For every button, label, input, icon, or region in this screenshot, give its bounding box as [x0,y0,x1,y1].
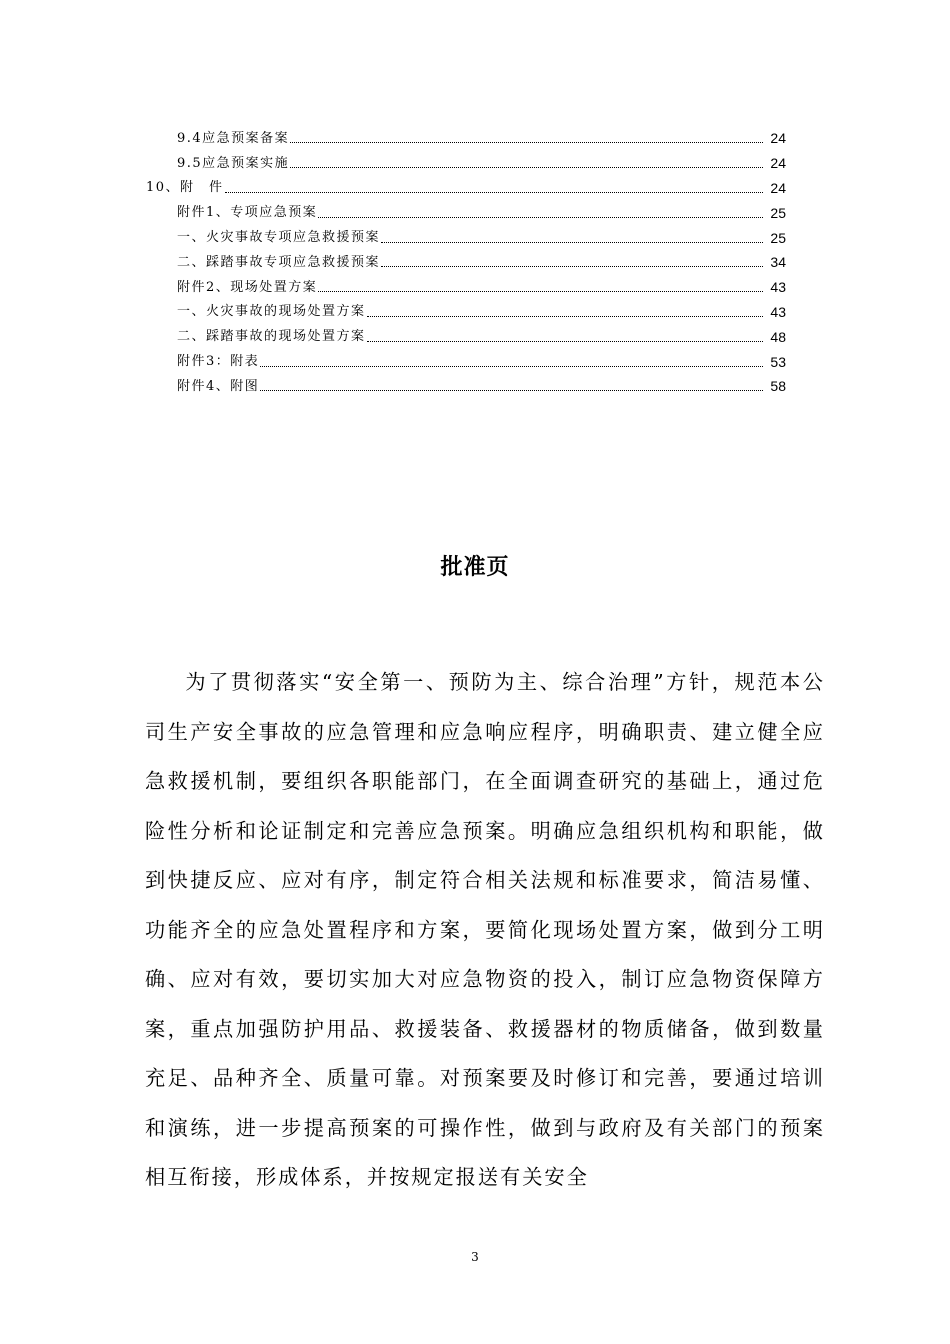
toc-entry[interactable] [0,275,786,300]
toc-entry[interactable] [0,151,786,176]
toc-entry-title: 附件1、专项应急预案 [177,205,318,221]
toc-leader-dots [260,389,763,391]
toc-entry-page: 24 [770,155,786,172]
toc-entry[interactable] [0,200,786,225]
toc-entry-page: 24 [770,179,786,196]
toc-entry-page: 53 [770,353,786,370]
toc-entry-title: 9.5应急预案实施 [177,155,290,171]
toc-leader-dots [290,166,763,168]
toc-entry-page: 25 [770,229,786,246]
toc-leader-dots [290,141,763,143]
toc-leader-dots [318,216,763,218]
toc-leader-dots [225,191,763,193]
toc-entry-title: 一、火灾事故的现场处置方案 [177,304,366,320]
toc-entry-title: 附件2、现场处置方案 [177,279,318,295]
table-of-contents [0,126,950,399]
toc-entry-title: 一、火灾事故专项应急救援预案 [177,230,381,246]
toc-entry[interactable] [0,126,786,151]
toc-entry[interactable] [0,176,786,201]
toc-entry-page: 43 [770,303,786,320]
toc-entry-title: 二、踩踏事故专项应急救援预案 [177,254,381,270]
toc-entry[interactable] [0,349,786,374]
section-heading: 批准页 [440,554,510,580]
page-number: 3 [471,1250,479,1264]
toc-leader-dots [367,340,763,342]
toc-entry-title: 9.4应急预案备案 [177,130,290,146]
toc-entry[interactable] [0,374,786,399]
toc-leader-dots [367,315,763,317]
toc-entry[interactable] [0,225,786,250]
toc-leader-dots [381,265,763,267]
toc-entry-page: 43 [770,279,786,296]
toc-entry-title: 10、附 件 [146,180,224,196]
toc-entry-title: 附件3：附表 [177,354,260,370]
toc-entry-page: 24 [770,130,786,147]
toc-entry[interactable] [0,324,786,349]
toc-entry-page: 48 [770,328,786,345]
toc-leader-dots [260,365,763,367]
toc-entry-title: 二、踩踏事故的现场处置方案 [177,329,366,345]
toc-entry-page: 58 [770,378,786,395]
body-paragraph: 为了贯彻落实“安全第一、预防为主、综合治理”方针，规范本公司生产安全事故的应急管理和应急响应程序，明确职责、建立健全应急救援机制，要组织各职能部门，在全面调查研究的基础上，通过危险性分析和论证制定和完善应急预案。明确应急组织机构和职能，做到快捷反应、应对有序，制定符合相关法规和标准要求，简洁易懂、功能齐全的应急处置程序和方案，要简化现场处置方案，做到分工明确、应对有效，要切实加大对应急物资的投入，制订应急物资保障方案，重点加强防护用品、救援装备、救援器材的物质储备，做到数量充足、品种齐全、质量可靠。对预案要及时修订和完善，要通过培训和演练，进一步提高预案的可操作性，做到与政府及有关部门的预案相互衔接，形成体系，并按规定报送有关安全 [145,670,825,1189]
toc-entry[interactable] [0,250,786,275]
toc-entry-page: 34 [770,254,786,271]
toc-leader-dots [318,290,763,292]
toc-entry-page: 25 [770,204,786,221]
toc-entry-title: 附件4、附图 [177,378,260,394]
toc-entry[interactable] [0,300,786,325]
toc-leader-dots [381,241,763,243]
